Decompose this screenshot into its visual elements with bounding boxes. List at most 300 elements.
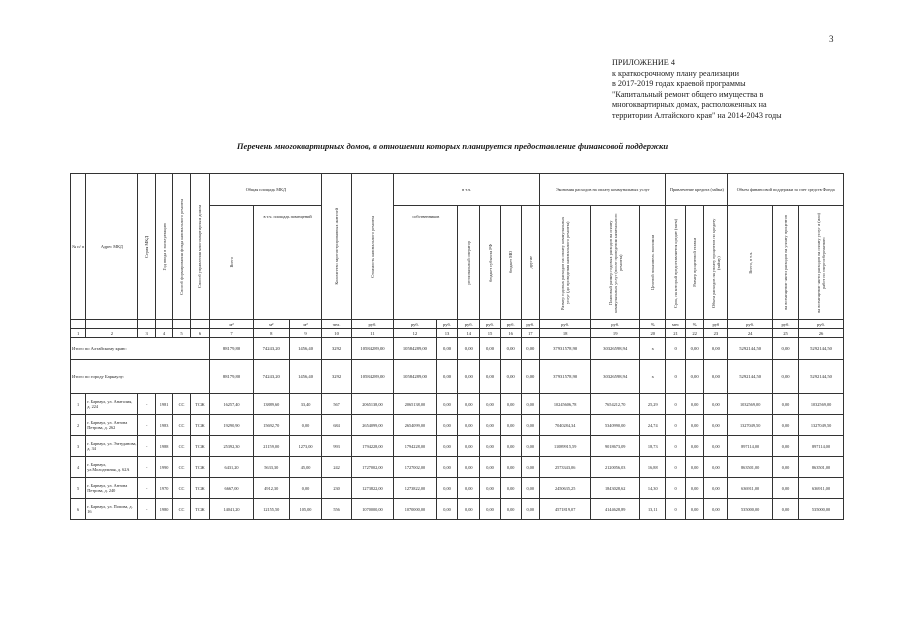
row-value: 535000,00 <box>799 499 844 520</box>
row-value: 0,00 <box>685 499 704 520</box>
appendix-line: многоквартирных домах, расположенных на <box>612 100 767 110</box>
row-value: 0,00 <box>289 478 322 499</box>
row-value: 0,00 <box>521 457 540 478</box>
row-value: 45,00 <box>289 457 322 478</box>
total-value: 1456,40 <box>289 360 322 394</box>
row-series: - <box>138 415 155 436</box>
total-value: 1456,40 <box>289 338 322 360</box>
row-value: 230 <box>322 478 351 499</box>
header-econ: Экономия расходов на оплату коммунальных услуг <box>540 174 666 206</box>
row-value: 0,00 <box>685 478 704 499</box>
header-fund: Объем финансовой поддержки за счет средств Фонда <box>728 174 844 206</box>
row-value: 19290,90 <box>210 415 254 436</box>
total-value: 0,00 <box>704 360 728 394</box>
row-value: 2654099,00 <box>351 415 393 436</box>
row-mgmt: ТСЖ <box>190 394 210 415</box>
total-value: 0,00 <box>480 360 501 394</box>
row-value: 0,00 <box>521 415 540 436</box>
unit-cell: м² <box>253 320 289 329</box>
row-value: 16257,40 <box>210 394 254 415</box>
header-residents: Количество зарегистрированных жителей <box>334 208 340 285</box>
row-value: 0,00 <box>500 415 521 436</box>
unit-cell: м² <box>289 320 322 329</box>
row-number: 3 <box>71 436 86 457</box>
total-value: x <box>640 360 666 394</box>
row-value: 0,00 <box>772 415 798 436</box>
header-series: Серия МКД <box>144 235 150 258</box>
header-incl: в т.ч. <box>394 174 540 206</box>
row-value: 0,00 <box>289 415 322 436</box>
table-row <box>71 457 844 478</box>
row-value: 0,00 <box>458 478 480 499</box>
table-row <box>71 436 844 457</box>
row-value: 1273,00 <box>289 436 322 457</box>
row-value: 0,00 <box>500 499 521 520</box>
total-value: 37931578,90 <box>540 360 591 394</box>
row-value: 11089915,59 <box>540 436 591 457</box>
unit-cell: мес <box>666 320 686 329</box>
appendix-block <box>612 58 892 122</box>
header-year: Год ввода в эксплуатацию <box>161 222 167 271</box>
table-row <box>71 478 844 499</box>
col-number-cell: 22 <box>685 329 704 338</box>
col-number-cell: 20 <box>640 329 666 338</box>
unit-cell-empty <box>155 320 172 329</box>
row-address: г. Барнаул, ул. Анатолия, д. 224 <box>86 394 138 415</box>
row-value: 0,00 <box>521 478 540 499</box>
row-value: 1032569,00 <box>799 394 844 415</box>
row-value: 4144628,89 <box>591 499 640 520</box>
table-row <box>71 415 844 436</box>
unit-cell: руб. <box>591 320 640 329</box>
total-value: 10584289,00 <box>394 338 436 360</box>
row-value: 0,00 <box>500 394 521 415</box>
row-value: 0,00 <box>772 394 798 415</box>
row-value: 10245606,78 <box>540 394 591 415</box>
row-series: - <box>138 394 155 415</box>
col-number-cell: 24 <box>728 329 773 338</box>
total-label: Итого по Алтайскому краю: <box>71 338 210 360</box>
row-value: 1327049,50 <box>799 415 844 436</box>
header-fund-method: Способ формирования фонда капитального ремонта <box>178 198 184 295</box>
total-value: 0,00 <box>704 338 728 360</box>
total-value: 0,00 <box>521 360 540 394</box>
unit-cell-empty <box>86 320 138 329</box>
col-number-cell: 8 <box>253 329 289 338</box>
row-series: - <box>138 457 155 478</box>
row-value: 21159,00 <box>253 436 289 457</box>
total-value: 3292 <box>322 338 351 360</box>
table-row <box>71 499 844 520</box>
unit-cell: руб. <box>458 320 480 329</box>
buildings-table <box>70 173 844 520</box>
row-value: 0,00 <box>704 436 728 457</box>
row-value: 556 <box>322 499 351 520</box>
row-value: 0,00 <box>704 394 728 415</box>
unit-cell: руб. <box>728 320 773 329</box>
header-regop: региональный оператор <box>466 240 472 285</box>
row-mgmt: ТСЖ <box>190 457 210 478</box>
row-value: 0,00 <box>436 457 458 478</box>
row-mgmt: ТСЖ <box>190 478 210 499</box>
total-value: 74243,20 <box>253 338 289 360</box>
row-year: 1990 <box>155 457 172 478</box>
total-value: 0 <box>666 338 686 360</box>
total-row <box>71 338 844 360</box>
page-number: 3 <box>829 34 834 44</box>
row-value: 897114,00 <box>799 436 844 457</box>
row-address: г. Барнаул, ул. Эмтуданова, д. 34 <box>86 436 138 457</box>
row-value: 1032569,00 <box>728 394 773 415</box>
header-budget-rf: бюджет субъекта РФ <box>487 243 493 282</box>
row-series: - <box>138 478 155 499</box>
row-value: 1727002,00 <box>394 457 436 478</box>
col-number-cell: 12 <box>394 329 436 338</box>
total-value: 30326598,94 <box>591 338 640 360</box>
total-value: 74243,20 <box>253 360 289 394</box>
total-value: 0,00 <box>521 338 540 360</box>
row-value: 0,00 <box>685 436 704 457</box>
header-num: № п/ п <box>71 174 86 320</box>
unit-cell-empty <box>173 320 190 329</box>
total-value: 0,00 <box>500 338 521 360</box>
row-fund-method: СС <box>173 436 190 457</box>
row-number: 4 <box>71 457 86 478</box>
row-series: - <box>138 499 155 520</box>
row-value: 4912,30 <box>253 478 289 499</box>
row-fund-method: СС <box>173 499 190 520</box>
row-value: 0,00 <box>521 436 540 457</box>
row-value: 0,00 <box>480 478 501 499</box>
row-value: 1843028,62 <box>591 478 640 499</box>
header-other: другие <box>527 256 533 269</box>
col-number-cell: 15 <box>480 329 501 338</box>
row-value: 0,00 <box>772 478 798 499</box>
row-value: 0,00 <box>500 457 521 478</box>
appendix-line: ПРИЛОЖЕНИЕ 4 <box>612 58 675 67</box>
row-value: 0,00 <box>436 478 458 499</box>
total-value: x <box>640 338 666 360</box>
unit-cell: руб. <box>521 320 540 329</box>
row-value: 0,00 <box>521 394 540 415</box>
col-number-cell: 11 <box>351 329 393 338</box>
row-value: 0 <box>666 457 686 478</box>
col-number-row <box>71 329 844 338</box>
row-year: 1970 <box>155 478 172 499</box>
total-value: 5292144,50 <box>799 360 844 394</box>
unit-cell: руб. <box>772 320 798 329</box>
unit-cell: руб. <box>480 320 501 329</box>
row-value: 0 <box>666 478 686 499</box>
row-value: 7040284,34 <box>540 415 591 436</box>
total-value: 10584289,00 <box>351 338 393 360</box>
unit-cell: руб. <box>394 320 436 329</box>
col-number-cell: 5 <box>173 329 190 338</box>
total-value: 0,00 <box>458 338 480 360</box>
row-value: 0 <box>666 499 686 520</box>
unit-cell: руб. <box>351 320 393 329</box>
total-value: 5292144,50 <box>728 338 773 360</box>
row-value: 0,00 <box>704 499 728 520</box>
row-value: 0,00 <box>685 394 704 415</box>
col-number-cell: 19 <box>591 329 640 338</box>
total-value: 10584289,00 <box>394 360 436 394</box>
row-value: 6431,20 <box>210 457 254 478</box>
unit-cell: руб. <box>436 320 458 329</box>
row-value: 12155,50 <box>253 499 289 520</box>
total-value: 0,00 <box>685 338 704 360</box>
header-mgmt: Способ управления многоквартирным домом <box>197 204 203 288</box>
row-value: 863501,00 <box>799 457 844 478</box>
header-credit-term: Срок, на который предоставляется кредит (заем) <box>673 218 679 308</box>
row-value: 0,00 <box>480 457 501 478</box>
row-value: 0,00 <box>685 457 704 478</box>
row-value: 684 <box>322 415 351 436</box>
row-value: 18,73 <box>640 436 666 457</box>
total-value: 0,00 <box>772 338 798 360</box>
units-row <box>71 320 844 329</box>
header-fund-total: Всего, в т.ч. <box>747 251 753 274</box>
total-value: 3292 <box>322 360 351 394</box>
row-value: 0 <box>666 436 686 457</box>
row-value: 2065138,00 <box>351 394 393 415</box>
appendix-line: к краткосрочному плану реализации <box>612 68 739 78</box>
unit-cell: % <box>685 320 704 329</box>
row-value: 1327049,50 <box>728 415 773 436</box>
header-fund-part1: на возмещение части расходов на уплату процентов <box>783 215 789 310</box>
total-value: 37931578,90 <box>540 338 591 360</box>
row-value: 25392,30 <box>210 436 254 457</box>
col-number-cell: 25 <box>772 329 798 338</box>
row-fund-method: СС <box>173 394 190 415</box>
row-value: 2654099,00 <box>394 415 436 436</box>
row-number: 2 <box>71 415 86 436</box>
row-value: 13889,60 <box>253 394 289 415</box>
row-year: 1981 <box>155 394 172 415</box>
row-value: 0,00 <box>704 478 728 499</box>
header-econ-before: Размер годовых расходов на оплату коммунальных услуг (до проведения капитального ремонта) <box>560 215 571 310</box>
total-value: 5292144,50 <box>799 338 844 360</box>
row-value: 0,00 <box>480 415 501 436</box>
document-title: Перечень многоквартирных домов, в отношении которых планируется предоставление финансовой поддержки <box>236 141 669 151</box>
col-number-cell: 4 <box>155 329 172 338</box>
total-value: 88179,80 <box>210 338 254 360</box>
row-value: 1070000,00 <box>351 499 393 520</box>
col-number-cell: 6 <box>190 329 210 338</box>
row-value: 0,00 <box>458 499 480 520</box>
row-value: 0,00 <box>772 499 798 520</box>
row-value: 993 <box>322 436 351 457</box>
total-value: 0,00 <box>772 360 798 394</box>
unit-cell-empty <box>190 320 210 329</box>
row-value: 897114,00 <box>728 436 773 457</box>
col-number-cell: 2 <box>86 329 138 338</box>
row-value: 2120056,03 <box>591 457 640 478</box>
unit-cell-empty <box>138 320 155 329</box>
row-value: 0,00 <box>480 394 501 415</box>
row-value: 0,00 <box>772 457 798 478</box>
total-value: 0,00 <box>500 360 521 394</box>
header-budget-mo: бюджет МО <box>508 251 514 274</box>
row-value: 567 <box>322 394 351 415</box>
total-value: 0,00 <box>458 360 480 394</box>
total-value: 0,00 <box>436 360 458 394</box>
row-value: 33,40 <box>289 394 322 415</box>
appendix-line: "Капитальный ремонт общего имущества в <box>612 89 764 99</box>
header-cost: Стоимость капитального ремонта <box>369 215 375 278</box>
row-value: 25,29 <box>640 394 666 415</box>
unit-cell: м² <box>210 320 254 329</box>
total-value: 88179,80 <box>210 360 254 394</box>
total-label: Итого по городу Барнаулу: <box>71 360 210 394</box>
row-fund-method: СС <box>173 478 190 499</box>
row-value: 0,00 <box>458 436 480 457</box>
row-value: 0,00 <box>704 457 728 478</box>
row-value: 535000,00 <box>728 499 773 520</box>
header-own: собственников <box>394 206 458 320</box>
unit-cell: руб. <box>500 320 521 329</box>
col-number-cell: 9 <box>289 329 322 338</box>
row-value: 0,00 <box>458 394 480 415</box>
row-value: 1273822,00 <box>394 478 436 499</box>
row-value: 0,00 <box>458 457 480 478</box>
unit-cell: руб <box>704 320 728 329</box>
row-value: 0,00 <box>772 436 798 457</box>
col-number-cell: 14 <box>458 329 480 338</box>
row-address: г. Барнаул, ул. Попова, д. 16 <box>86 499 138 520</box>
row-value: 5340990,00 <box>591 415 640 436</box>
row-value: 6667,00 <box>210 478 254 499</box>
row-address: г. Барнаул, ул. Антона Петрова, д. 240 <box>86 478 138 499</box>
header-credit-interest: Объем расходов на уплату процентов по кредиту (займу) <box>710 217 721 308</box>
row-year: 1988 <box>155 436 172 457</box>
row-value: 9018673,09 <box>591 436 640 457</box>
row-value: 1727002,00 <box>351 457 393 478</box>
header-credit-rate: Размер процентной ставки <box>692 238 698 287</box>
col-number-cell: 26 <box>799 329 844 338</box>
unit-cell: % <box>640 320 666 329</box>
unit-cell: руб. <box>540 320 591 329</box>
row-year: 1983 <box>155 415 172 436</box>
total-value: 30326598,94 <box>591 360 640 394</box>
row-value: 1794228,00 <box>351 436 393 457</box>
total-value: 10584289,00 <box>351 360 393 394</box>
row-value: 13,11 <box>640 499 666 520</box>
col-number-cell: 10 <box>322 329 351 338</box>
row-number: 5 <box>71 478 86 499</box>
row-fund-method: СС <box>173 415 190 436</box>
row-value: 7654212,70 <box>591 394 640 415</box>
col-number-cell: 21 <box>666 329 686 338</box>
row-value: 2450635,25 <box>540 478 591 499</box>
unit-cell: руб. <box>799 320 844 329</box>
col-number-cell: 3 <box>138 329 155 338</box>
row-value: 0,00 <box>685 415 704 436</box>
total-value: 0 <box>666 360 686 394</box>
total-value: 5292144,50 <box>728 360 773 394</box>
col-number-cell: 13 <box>436 329 458 338</box>
row-value: 636911,00 <box>799 478 844 499</box>
row-value: 105,00 <box>289 499 322 520</box>
header-total-area: Общая площадь МКД <box>210 174 322 206</box>
total-value: 0,00 <box>480 338 501 360</box>
total-value: 0,00 <box>436 338 458 360</box>
row-value: 14041,20 <box>210 499 254 520</box>
col-number-cell: 16 <box>500 329 521 338</box>
col-number-cell: 18 <box>540 329 591 338</box>
row-value: 1794228,00 <box>394 436 436 457</box>
appendix-line: в 2017-2019 годах краевой программы <box>612 79 746 89</box>
header-fund-part2: на возмещение части расходов на оплату услуг и (или) работ по энергосбережению <box>816 212 827 313</box>
row-value: 0,00 <box>480 499 501 520</box>
row-fund-method: СС <box>173 457 190 478</box>
table-header-row <box>71 174 844 206</box>
row-series: - <box>138 436 155 457</box>
col-number-cell: 1 <box>71 329 86 338</box>
row-value: 636911,00 <box>728 478 773 499</box>
header-total: Всего <box>229 257 235 268</box>
row-value: 0,00 <box>436 499 458 520</box>
row-mgmt: ТСЖ <box>190 499 210 520</box>
col-number-cell: 17 <box>521 329 540 338</box>
row-value: 0,00 <box>436 415 458 436</box>
row-value: 4571819,07 <box>540 499 591 520</box>
row-value: 5633,30 <box>253 457 289 478</box>
row-value: 242 <box>322 457 351 478</box>
row-value: 0 <box>666 415 686 436</box>
row-value: 0,00 <box>704 415 728 436</box>
row-mgmt: ТСЖ <box>190 415 210 436</box>
row-value: 0,00 <box>436 394 458 415</box>
row-value: 0,00 <box>500 478 521 499</box>
row-value: 0,00 <box>436 436 458 457</box>
row-value: 0,00 <box>500 436 521 457</box>
table-row <box>71 394 844 415</box>
row-number: 6 <box>71 499 86 520</box>
row-value: 0,00 <box>458 415 480 436</box>
unit-cell-empty <box>71 320 86 329</box>
row-value: 0,00 <box>480 436 501 457</box>
header-address: Адрес МКД <box>86 174 138 320</box>
unit-cell: чел. <box>322 320 351 329</box>
col-number-cell: 7 <box>210 329 254 338</box>
row-value: 1273822,00 <box>351 478 393 499</box>
row-value: 16,88 <box>640 457 666 478</box>
row-value: 0,00 <box>521 499 540 520</box>
row-value: 24,74 <box>640 415 666 436</box>
row-address: г. Барнаул, ул. Антона Петрова, д. 262 <box>86 415 138 436</box>
row-value: 2573343,06 <box>540 457 591 478</box>
row-value: 0 <box>666 394 686 415</box>
header-econ-after: Плановый размер годовых расходов на оплату коммунальных услуг (после проведения капитального ремонта) <box>607 212 623 313</box>
total-value: 0,00 <box>685 360 704 394</box>
row-year: 1980 <box>155 499 172 520</box>
total-row <box>71 360 844 394</box>
col-number-cell: 23 <box>704 329 728 338</box>
header-credit: Привлечение кредита (займа) <box>666 174 728 206</box>
header-econ-target: Целевой показатель экономии <box>650 235 656 290</box>
row-value: 1070000,00 <box>394 499 436 520</box>
row-number: 1 <box>71 394 86 415</box>
row-value: 15692,70 <box>253 415 289 436</box>
appendix-line: территории Алтайского края" на 2014-2043 годы <box>612 110 782 120</box>
row-value: 14,30 <box>640 478 666 499</box>
row-mgmt: ТСЖ <box>190 436 210 457</box>
row-address: г. Барнаул, ул.Молодежная, д. 62А <box>86 457 138 478</box>
row-value: 863501,00 <box>728 457 773 478</box>
header-incl-premises: в т.ч. площадь помещений <box>253 206 322 320</box>
row-value: 2065138,00 <box>394 394 436 415</box>
